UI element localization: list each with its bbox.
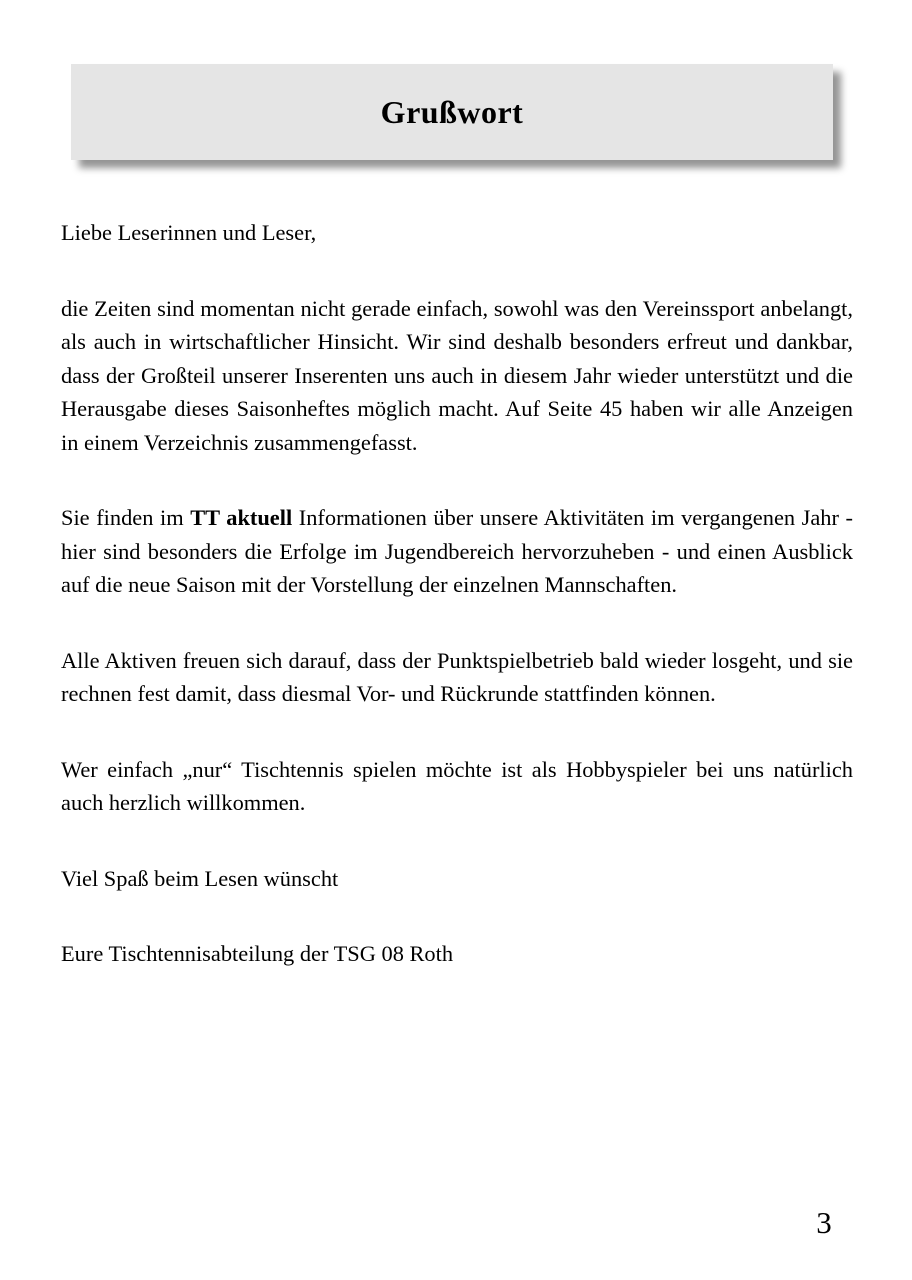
text-run: Sie finden im (61, 505, 191, 530)
closing-wish: Viel Spaß beim Lesen wünscht (61, 865, 339, 891)
document-body (61, 216, 853, 1013)
magazine-name-bold: TT aktuell (190, 505, 293, 530)
salutation-paragraph: Liebe Leserinnen und Leser, (61, 220, 317, 245)
paragraph-sponsors: die Zeiten sind momentan nicht gerade einfach, sowohl was den Vereinssport anbelangt, als auch in wirtschaftlicher Hinsicht. Wir sind deshalb besonders erfreut und dankbar, dass der Großteil unserer Inserenten uns auch in diesem Jahr wieder unterstützt und die Herausgabe dieses Saisonheftes möglich macht. Auf Seite 45 haben wir alle Anzeigen in einem Verzeichnis zusammengefasst. (61, 295, 853, 455)
page-number: 3 (816, 1205, 832, 1240)
page-title: Grußwort (380, 93, 524, 130)
signature-line: Eure Tischtennisabteilung der TSG 08 Roth (61, 941, 454, 966)
header-box (71, 64, 833, 160)
paragraph-season-outlook: Alle Aktiven freuen sich darauf, dass der Punktspielbetrieb bald wieder losgeht, und sie rechnen fest damit, dass diesmal Vor- und Rückrunde stattfinden können. (61, 647, 853, 706)
text-run: Informationen über unsere Aktivitäten im vergangenen Jahr - hier sind besonders die Erfolge im Jugendbereich hervorzuheben - und einen Ausblick auf die neue Saison mit der Vorstellung der einzelnen Mannschaften. (61, 505, 853, 597)
paragraph-content-overview (61, 501, 853, 602)
paragraph-hobby-players: Wer einfach „nur“ Tischtennis spielen möchte ist als Hobbyspieler bei uns natürlich auch herzlich willkommen. (61, 756, 853, 815)
